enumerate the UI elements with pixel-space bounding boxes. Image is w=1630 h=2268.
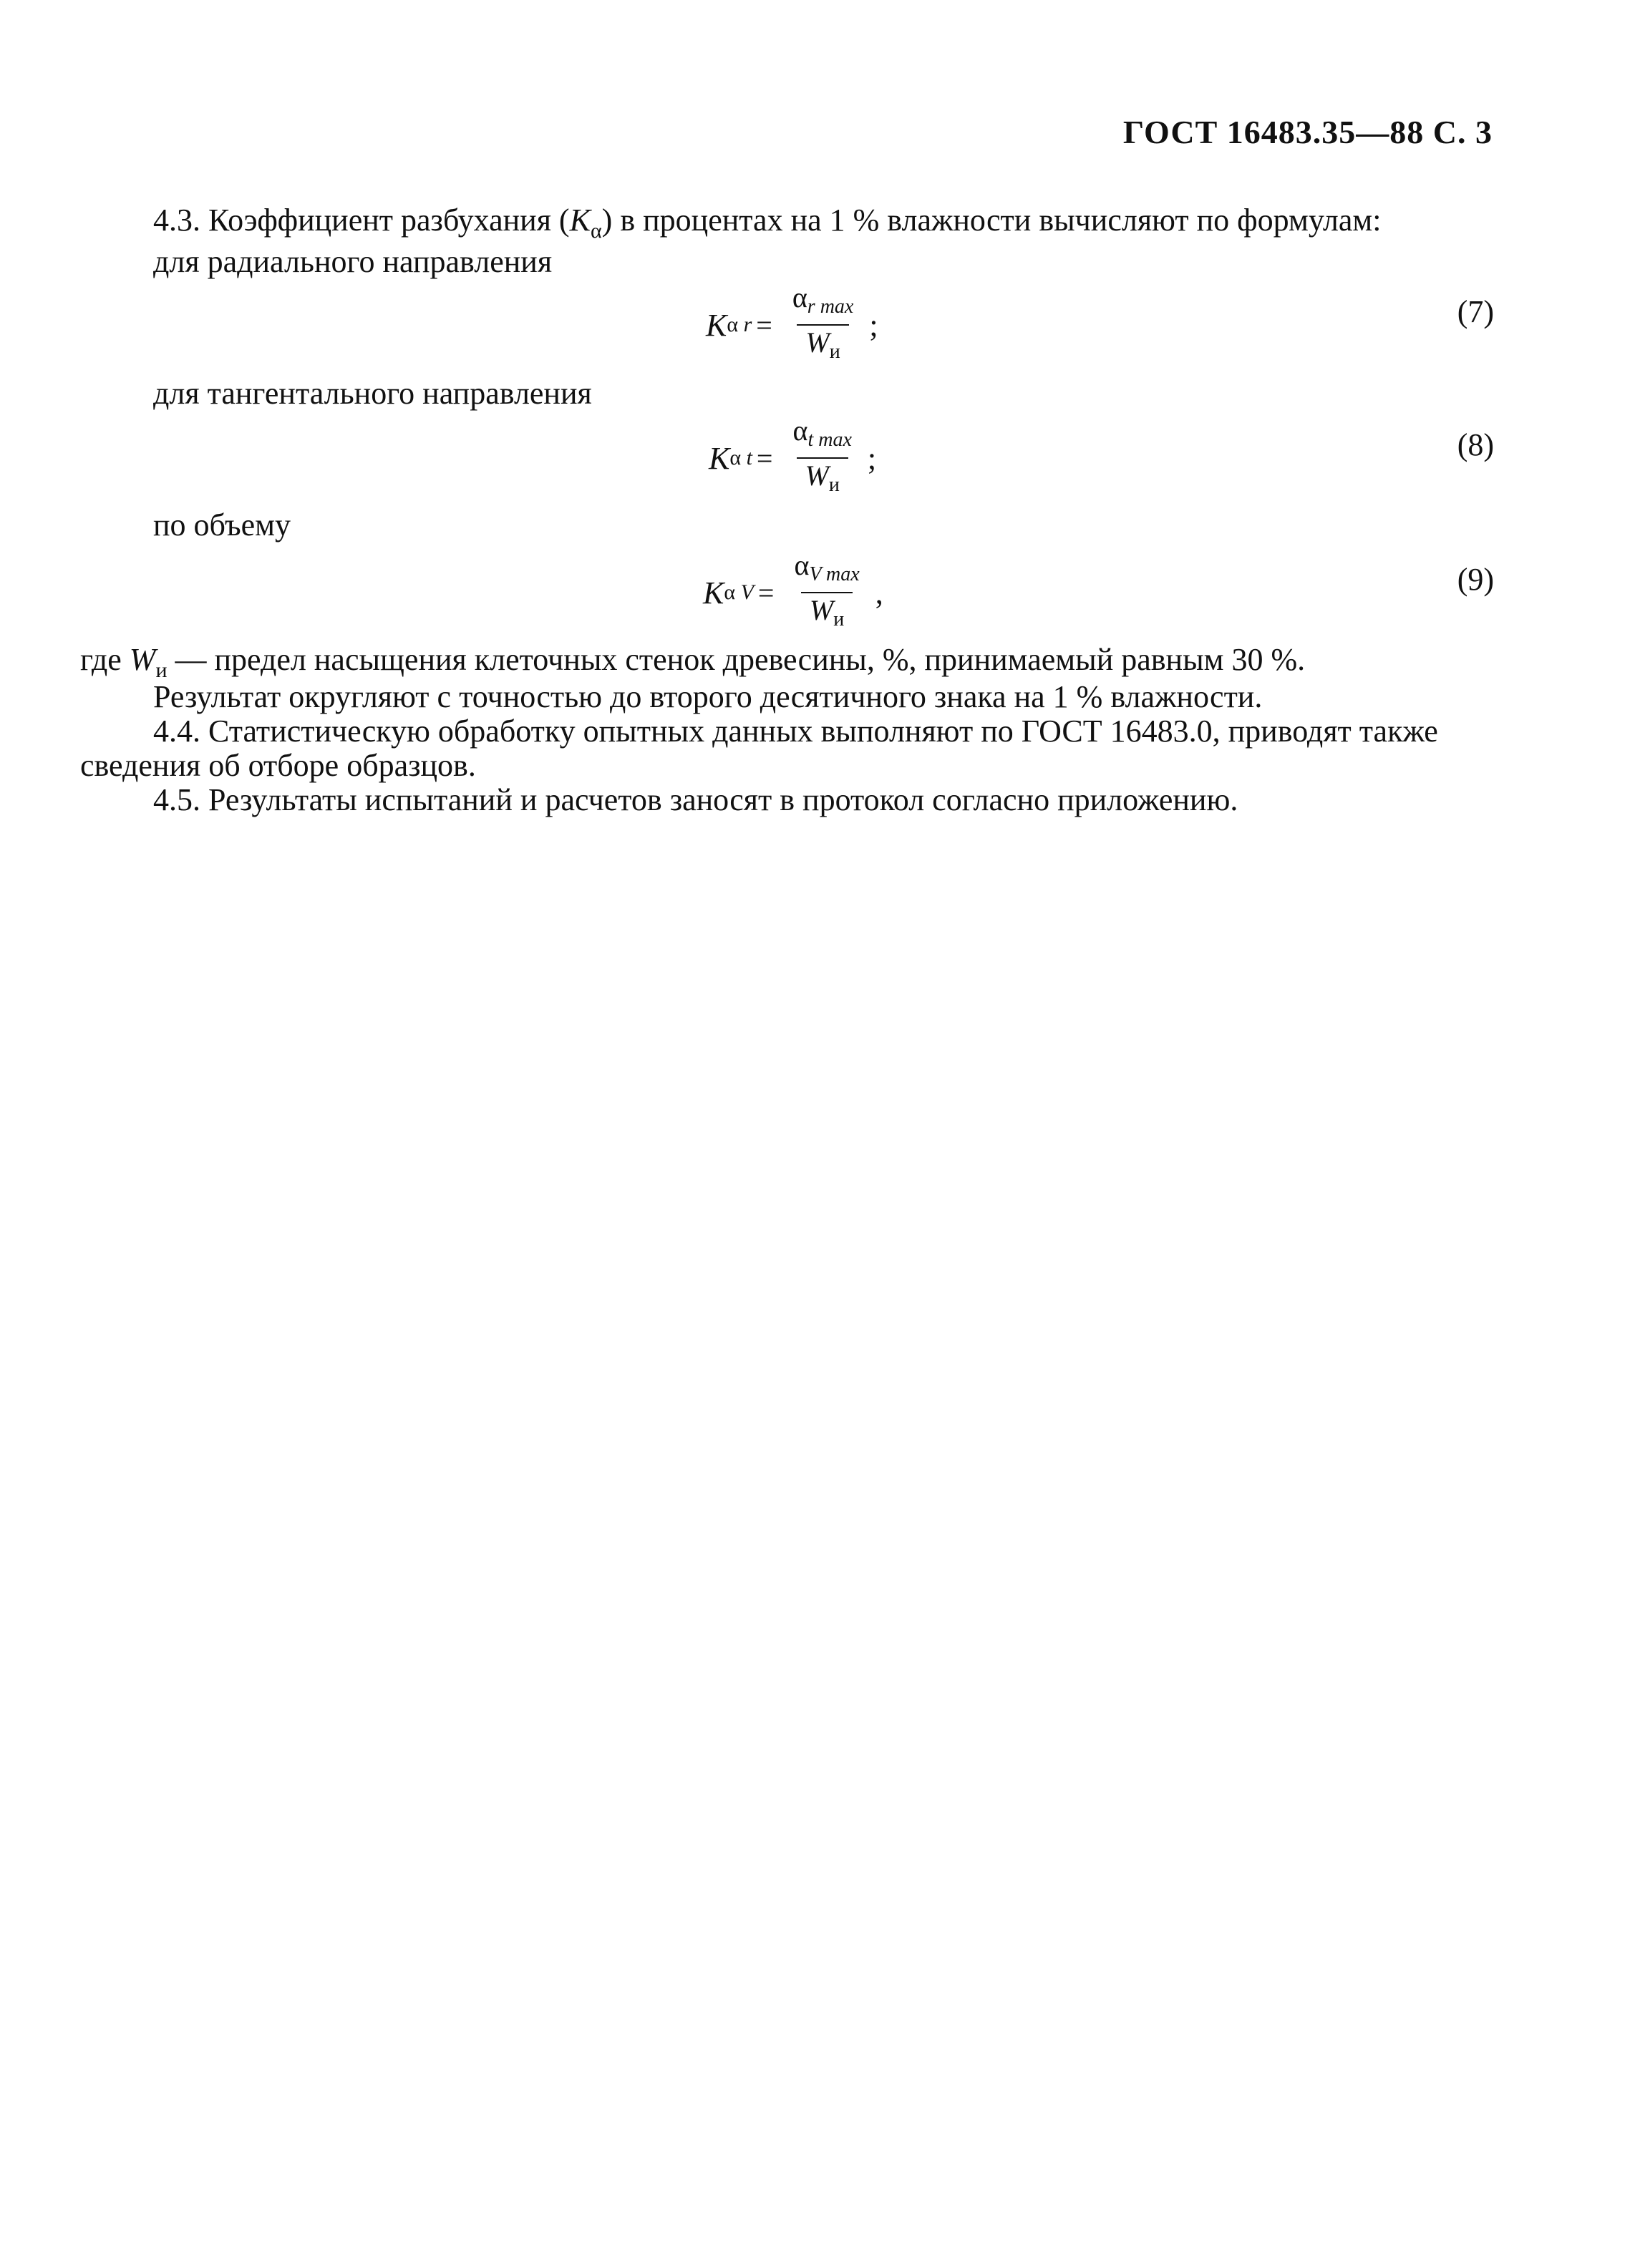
num-sub: t max [807,429,852,451]
text-run: ) в процентах на 1 % влажности вычисляют по формулам: [601,203,1382,238]
den-symbol: W [805,459,829,492]
paragraph-4-4-line2: сведения об отборе образцов. [80,748,476,783]
sub-alpha: α [729,446,742,469]
denominator [797,324,848,368]
paragraph-4-3 [153,202,1381,250]
text-run: — предел насыщения клеточных стенок древесины, %, принимаемый равным 30 %. [167,642,1306,677]
denominator [801,592,853,636]
symbol-subscript: α [590,219,602,243]
symbol-k: K [569,203,591,238]
fraction [784,282,863,368]
num-symbol: α [794,549,810,581]
denominator [797,457,848,501]
numerator [785,550,868,592]
sub-dir: t [746,446,752,469]
text-run: где [80,642,130,677]
formula-lhs-sub [729,446,752,470]
paragraph-4-5: 4.5. Результаты испытаний и расчетов заносят в протокол согласно приложению. [153,782,1238,817]
formula-lhs: K [706,307,727,343]
den-symbol: W [809,594,834,626]
sub-alpha: α [724,580,736,604]
formula-punct: , [875,575,883,610]
numerator [784,282,863,324]
symbol-w: W [129,642,156,677]
equation-number-7: (7) [1457,294,1494,329]
numerator [784,415,860,457]
page-header: ГОСТ 16483.35—88 С. 3 [1122,114,1493,150]
formula-lhs-sub [727,313,752,337]
den-symbol: W [805,326,830,359]
den-sub: и [829,341,840,363]
formula-lhs: K [703,575,724,610]
formula-9 [703,542,883,643]
formula-punct: ; [869,307,878,343]
text-run: 4.3. Коэффициент разбухания ( [153,203,570,238]
equals-sign: = [756,308,772,341]
num-sub: r max [807,296,854,318]
den-sub: и [828,474,840,496]
equation-number-8: (8) [1457,427,1494,462]
equals-sign: = [757,576,775,609]
sub-alpha: α [727,313,739,336]
formula-7 [706,275,878,375]
label-tangential: для тангентального направления [153,376,592,411]
fraction [785,550,868,636]
paragraph-result: Результат округляют с точностью до второго десятичного знака на 1 % влажности. [153,679,1263,714]
num-symbol: α [792,281,807,313]
label-radial: для радиального направления [153,244,553,279]
num-symbol: α [792,414,808,447]
formula-8 [709,408,876,508]
symbol-subscript: и [155,658,168,682]
equals-sign: = [756,442,773,474]
num-sub: V max [809,563,860,585]
sub-dir: r [743,313,752,336]
sub-dir: V [740,580,754,604]
formula-punct: ; [867,440,877,476]
label-volume: по объему [153,507,291,542]
formula-lhs: K [709,440,730,476]
equation-number-9: (9) [1457,562,1494,597]
paragraph-4-4-line1: 4.4. Статистическую обработку опытных данных выполняют по ГОСТ 16483.0, приводят также [153,714,1438,749]
fraction [784,415,860,501]
formula-lhs-sub [724,580,754,605]
den-sub: и [833,608,845,631]
